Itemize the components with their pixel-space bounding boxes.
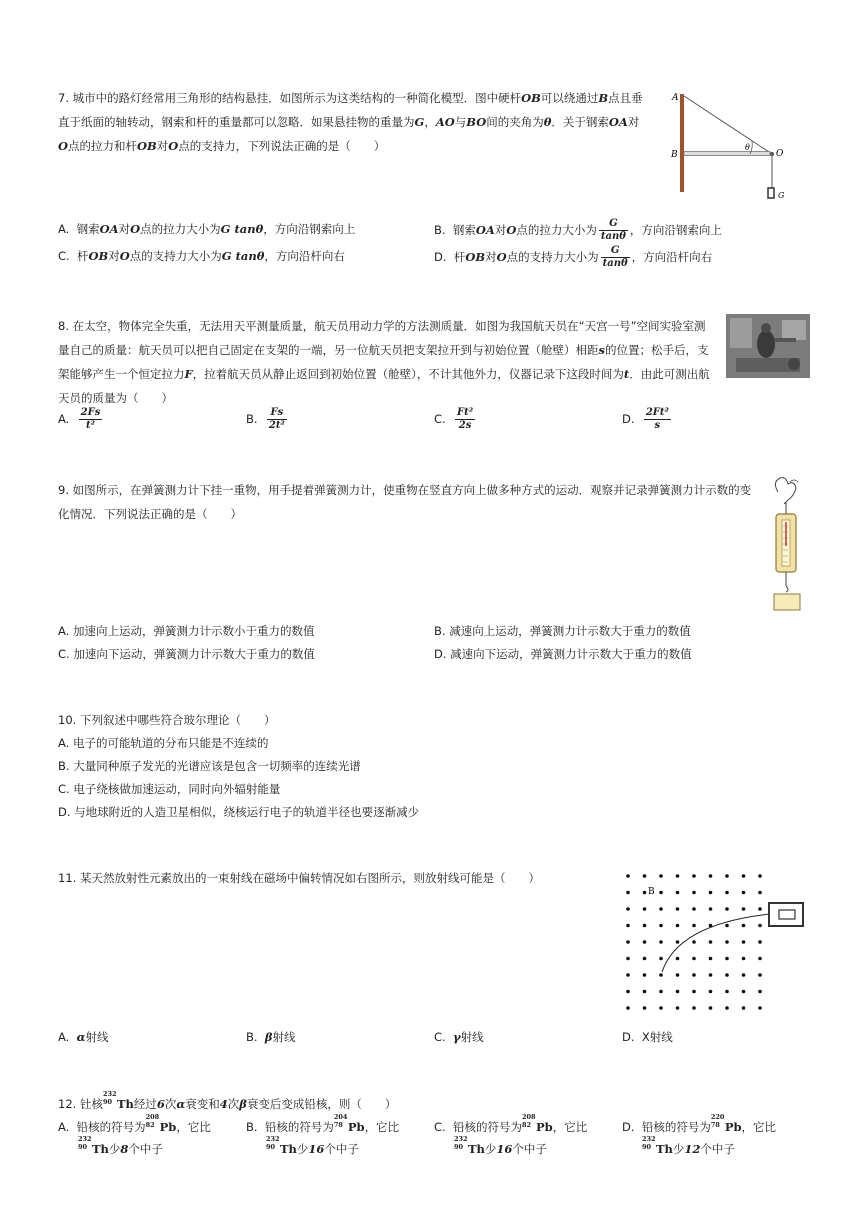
field-dot xyxy=(758,990,762,994)
field-dot xyxy=(709,874,713,878)
field-dot xyxy=(725,1006,729,1010)
field-dot xyxy=(676,1006,680,1010)
field-dot xyxy=(692,957,696,961)
q9-stem: 9. 如图所示，在弹簧测力计下挂一重物，用手提着弹簧测力计，使重物在竖直方向上做多种方式的运动．观察并记录弹簧测力计示数的变化情况．下列说法正确的是（ ） xyxy=(58,483,752,521)
label-theta: θ xyxy=(745,143,750,152)
field-dot xyxy=(626,957,630,961)
q9-option-c[interactable]: C. 加速向下运动，弹簧测力计示数大于重力的数值 xyxy=(58,647,315,661)
field-dot xyxy=(758,1006,762,1010)
q11-option-b[interactable]: B. β射线 xyxy=(246,1030,296,1044)
field-dot xyxy=(676,907,680,911)
field-dot xyxy=(643,957,647,961)
q8-option-a[interactable]: A. $\frac{2Fs}{\text{t²}}$ xyxy=(58,407,101,431)
q10-option-a[interactable]: A. 电子的可能轨道的分布只能是不连续的 xyxy=(58,736,269,750)
cable-oa xyxy=(684,96,772,154)
q9-option-d[interactable]: D. 减速向下运动，弹簧测力计示数大于重力的数值 xyxy=(434,647,692,661)
field-dot xyxy=(626,1006,630,1010)
q8-option-b[interactable]: B. $\frac{Fs}{\text{2t²}}$ xyxy=(246,407,285,431)
q11-option-c[interactable]: C. γ射线 xyxy=(434,1030,484,1044)
field-dot xyxy=(643,924,647,928)
field-dot xyxy=(709,940,713,944)
field-dot xyxy=(692,874,696,878)
wall-pole xyxy=(680,94,684,192)
field-dot xyxy=(742,957,746,961)
field-dot xyxy=(676,940,680,944)
q7-option-b[interactable]: B. 钢索OA对O点的拉力大小为 $\frac{G}{\tan\theta}$ ，方向沿钢索向上 xyxy=(434,218,722,242)
fraction: $\frac{\text{2Ft²}}{s}$ xyxy=(645,407,669,431)
field-dot xyxy=(709,957,713,961)
field-dot xyxy=(643,990,647,994)
field-dot xyxy=(659,891,663,895)
field-dot xyxy=(725,940,729,944)
field-dot xyxy=(758,957,762,961)
field-dot xyxy=(626,924,630,928)
field-dot xyxy=(725,990,729,994)
q8-option-d[interactable]: D. $\frac{\text{2Ft²}}{s}$ xyxy=(622,407,669,431)
field-dot xyxy=(626,940,630,944)
field-dot xyxy=(659,1006,663,1010)
q11-stem: 11. 某天然放射性元素放出的一束射线在磁场中偏转情况如右图所示，则放射线可能是（ ） xyxy=(58,871,540,885)
field-dot xyxy=(676,874,680,878)
field-dot xyxy=(643,891,647,895)
lamp-structure-figure xyxy=(668,88,798,208)
field-dot xyxy=(742,973,746,977)
q10-option-b[interactable]: B. 大量同种原子发光的光谱应该是包含一切频率的连续光谱 xyxy=(58,759,361,773)
q9-option-b[interactable]: B. 减速向上运动，弹簧测力计示数大于重力的数值 xyxy=(434,624,691,638)
field-dot xyxy=(626,990,630,994)
q11-option-a[interactable]: A. α射线 xyxy=(58,1030,109,1044)
field-dot xyxy=(742,1006,746,1010)
field-dot xyxy=(692,1006,696,1010)
field-dot xyxy=(676,957,680,961)
field-dot xyxy=(709,891,713,895)
label-g: G xyxy=(778,191,785,200)
q12-option-d[interactable]: D. 铅核的符号为 220 78 Pb，它比 232 90 Th少12个中子 xyxy=(622,1113,777,1156)
field-dot xyxy=(692,940,696,944)
field-dot xyxy=(725,891,729,895)
field-dot xyxy=(692,891,696,895)
q9-option-a[interactable]: A. 加速向上运动，弹簧测力计示数小于重力的数值 xyxy=(58,624,315,638)
field-dot xyxy=(725,907,729,911)
field-dot xyxy=(692,973,696,977)
q7-option-c[interactable]: C. 杆OB对O点的支持力大小为G tanθ，方向沿杆向右 xyxy=(58,249,345,263)
field-dot xyxy=(626,891,630,895)
field-dot xyxy=(676,990,680,994)
astronaut-photo xyxy=(726,314,810,378)
fraction: $\frac{\text{Ft²}}{2s}$ xyxy=(457,407,474,431)
field-dot xyxy=(643,874,647,878)
spring-scale-figure xyxy=(764,474,814,614)
field-dot xyxy=(725,957,729,961)
field-dot xyxy=(742,924,746,928)
field-dot xyxy=(758,874,762,878)
field-dot xyxy=(659,874,663,878)
field-dot xyxy=(643,940,647,944)
field-dot xyxy=(659,973,663,977)
field-dot xyxy=(626,973,630,977)
q7-option-a[interactable]: A. 钢索OA对O点的拉力大小为G tanθ，方向沿钢索向上 xyxy=(58,222,356,236)
label-o: O xyxy=(776,149,784,159)
field-dot xyxy=(676,924,680,928)
field-dot xyxy=(758,907,762,911)
field-dot xyxy=(725,874,729,878)
q10-option-c[interactable]: C. 电子绕核做加速运动，同时向外辐射能量 xyxy=(58,782,281,796)
field-dot xyxy=(626,907,630,911)
field-label: B xyxy=(648,887,655,897)
q12-option-b[interactable]: B. 铅核的符号为 204 78 Pb，它比 232 90 Th少16个中子 xyxy=(246,1113,400,1156)
weight-block xyxy=(774,594,800,610)
fraction: $\frac{G}{\tan\theta}$ xyxy=(602,245,628,269)
q12-stem: 12. 钍核 232 90 Th经过6次α衰变和4次β衰变后变成铅核，则（ ） xyxy=(58,1093,396,1115)
field-dot xyxy=(692,924,696,928)
field-dot xyxy=(626,874,630,878)
field-dot xyxy=(725,924,729,928)
field-dot xyxy=(659,907,663,911)
field-dot xyxy=(758,973,762,977)
field-dot xyxy=(643,973,647,977)
q8-option-c[interactable]: C. $\frac{\text{Ft²}}{2s}$ xyxy=(434,407,474,431)
hand xyxy=(775,478,796,504)
q7-stem: 7. 城市中的路灯经常用三角形的结构悬挂．如图所示为这类结构的一种简化模型．图中硬杆OB可以绕通过B点且垂直于纸面的轴转动，钢索和杆的重量都可以忽略．如果悬挂物的重量为G，AO与BO间的夹角为θ．关于钢索OA对O点的拉力和杆OB对O点的支持力，下列说法正确的是（ ） xyxy=(58,91,643,153)
field-dot xyxy=(742,874,746,878)
field-dot xyxy=(659,924,663,928)
field-dot xyxy=(742,940,746,944)
field-dot xyxy=(692,907,696,911)
label-b: B xyxy=(671,150,678,160)
field-dot xyxy=(758,891,762,895)
field-dot xyxy=(692,990,696,994)
field-dot xyxy=(742,891,746,895)
fraction: $\frac{2Fs}{\text{t²}}$ xyxy=(80,407,101,431)
rod-ob xyxy=(684,152,770,156)
field-dot xyxy=(709,973,713,977)
q8-stem: 8. 在太空，物体完全失重，无法用天平测量质量，航天员用动力学的方法测质量．如图为我国航天员在“天宫一号”空间实验室测量自己的质量：航天员可以把自己固定在支架的一端，另一位航天员把支架拉开到与初始位置（舱壁）相距s的位置；松手后，支架能够产生一个恒定拉力F，拉着航天员从静止返回到初始位置（舱壁），不计其他外力，仪器记录下这段时间为t．由此可测出航天员的质量为（ ） xyxy=(58,319,710,405)
field-dot xyxy=(659,990,663,994)
magnetic-field-figure xyxy=(618,868,808,1014)
q7-option-d[interactable]: D. 杆OB对O点的支持力大小为 $\frac{G}{\tan\theta}$ ，方向沿杆向右 xyxy=(434,245,713,269)
field-dot xyxy=(709,990,713,994)
label-a: A xyxy=(672,93,679,103)
q12-option-a[interactable]: A. 铅核的符号为 208 82 Pb，它比 232 90 Th少8个中子 xyxy=(58,1113,211,1156)
field-dot xyxy=(643,907,647,911)
field-dot xyxy=(659,940,663,944)
fraction: $\frac{Fs}{\text{2t²}}$ xyxy=(268,407,285,431)
weight-block xyxy=(768,188,774,198)
field-dot xyxy=(742,907,746,911)
q10-stem: 10. 下列叙述中哪些符合玻尔理论（ ） xyxy=(58,713,276,727)
field-dot xyxy=(676,973,680,977)
field-dot xyxy=(725,973,729,977)
field-dots xyxy=(626,874,762,1010)
field-dot xyxy=(758,924,762,928)
field-dot xyxy=(659,957,663,961)
field-dot xyxy=(676,891,680,895)
q10-option-d[interactable]: D. 与地球附近的人造卫星相似，绕核运行电子的轨道半径也要逐渐减少 xyxy=(58,805,420,819)
q12-option-c[interactable]: C. 铅核的符号为 208 82 Pb，它比 232 90 Th少16个中子 xyxy=(434,1113,588,1156)
field-dot xyxy=(758,940,762,944)
q11-option-d[interactable]: D. X射线 xyxy=(622,1030,673,1044)
field-dot xyxy=(709,907,713,911)
field-dot xyxy=(643,1006,647,1010)
thorium-nuclide: 232 90 Th xyxy=(102,1090,134,1111)
field-dot xyxy=(742,990,746,994)
fraction: $\frac{G}{\tan\theta}$ xyxy=(600,218,626,242)
field-dot xyxy=(709,1006,713,1010)
